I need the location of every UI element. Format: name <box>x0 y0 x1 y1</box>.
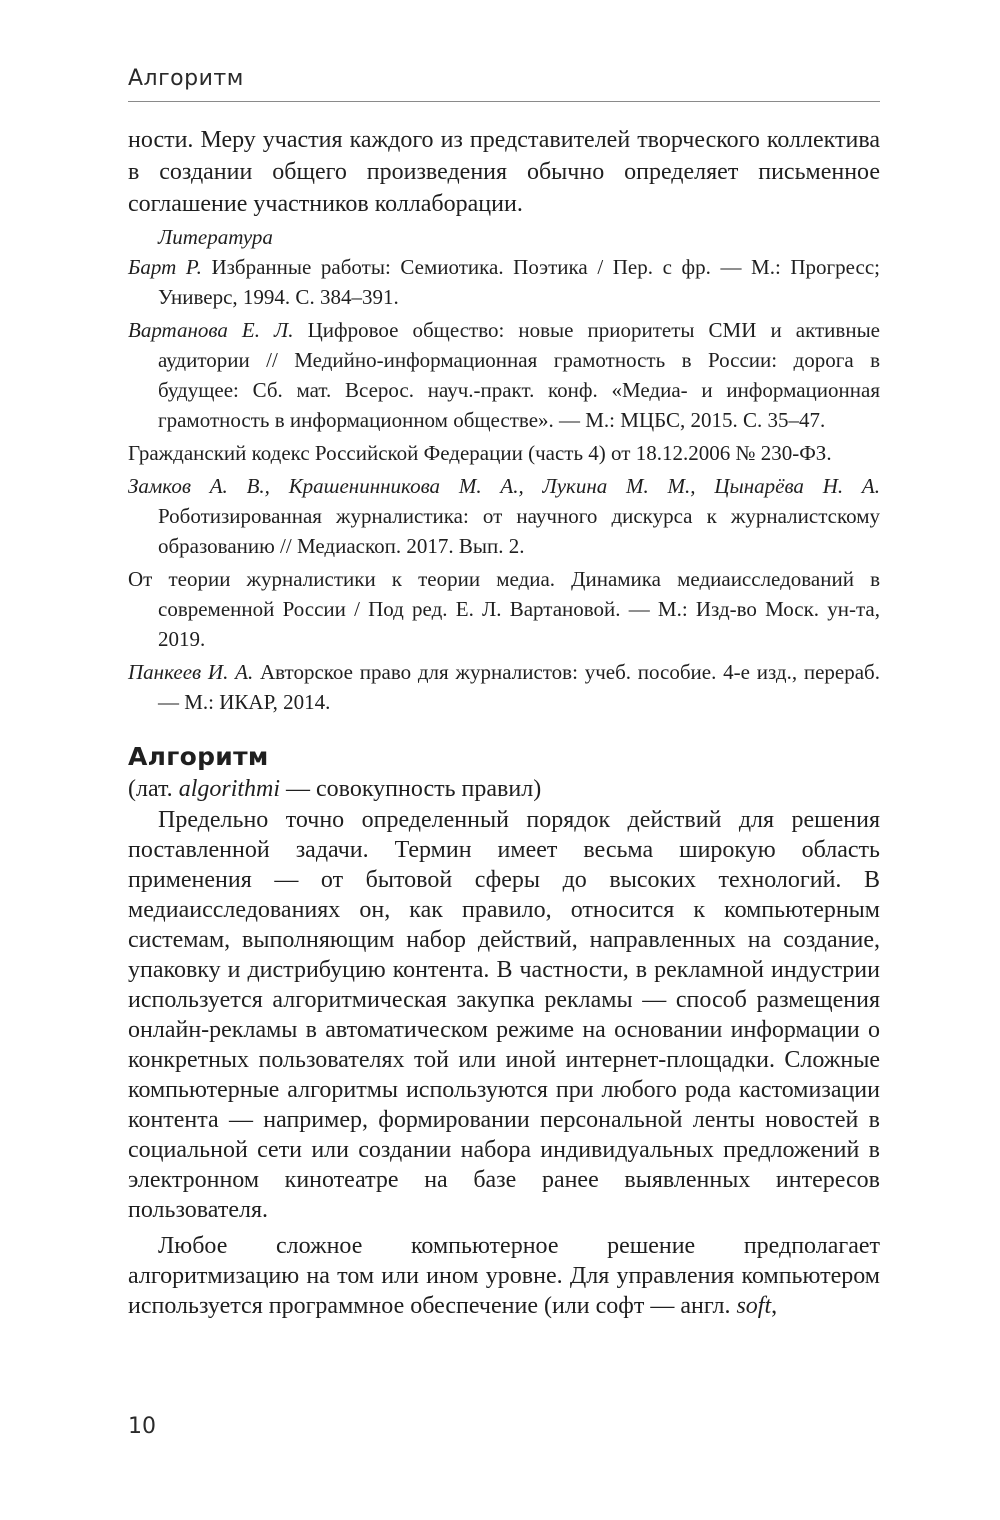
page-number: 10 <box>128 1414 156 1439</box>
bibliography-entry <box>128 657 880 717</box>
bibliography-entry <box>128 438 880 468</box>
bibliography-text: Цифровое общество: новые приоритеты СМИ и активные аудитории // Медийно-информационная грамотность в России: дорога в будущее: Сб. мат. Всерос. науч.-практ. конф. «Медиа- и информационная грамотность в информационном обществе». — М.: МЦБС, 2015. С. 35–47. <box>158 318 880 432</box>
body-paragraph-2-text: Любое сложное компьютерное решение предполагает алгоритмизацию на том или ином уровне. Для управления компьютером используется программное обеспечение (или софт — англ. <box>128 1233 880 1319</box>
bibliography-text: Гражданский кодекс Российской Федерации (часть 4) от 18.12.2006 № 230-ФЗ. <box>128 441 832 465</box>
bibliography-text: Авторское право для журналистов: учеб. пособие. 4-е изд., перераб. — М.: ИКАР, 2014. <box>158 660 880 714</box>
bibliography-author: Замков А. В., Крашенинникова М. А., Лукина М. М., Цынарёва Н. А. <box>128 474 880 498</box>
bibliography-entry <box>128 564 880 654</box>
literature-heading: Литература <box>158 225 273 249</box>
bibliography-entry <box>128 315 880 435</box>
foreign-term: soft <box>736 1293 772 1319</box>
bibliography-text: Роботизированная журналистика: от научного дискурса к журналистскому образованию // Медиаскоп. 2017. Вып. 2. <box>158 504 880 558</box>
entry-title: Алгоритм <box>128 742 269 771</box>
page-content <box>128 124 880 1321</box>
etymology-term: algorithmi <box>178 776 281 802</box>
body-paragraph-2 <box>128 1231 880 1321</box>
body-paragraph-1: Предельно точно определенный порядок действий для решения поставленной задачи. Термин имеет весьма широкую область применения — от бытовой сферы до высоких технологий. В медиаисследованиях он, как правило, относится к компьютерным системам, выполняющим набор действий, направленных на создание, упаковку и дистрибуцию контента. В частности, в рекламной индустрии используется алгоритмическая закупка рекламы — способ размещения онлайн-рекламы в автоматическом режиме на основании информации о конкретных пользователях той или иной интернет-площадки. Сложные компьютерные алгоритмы используются при любого рода кастомизации контента — например, формировании персональной ленты новостей в социальной сети или создании набора индивидуальных предложений в электронном кинотеатре на базе ранее выявленных интересов пользователя. <box>128 807 880 1223</box>
bibliography-text: Избранные работы: Семиотика. Поэтика / Пер. с фр. — М.: Прогресс; Универс, 1994. С. 384–391. <box>158 255 880 309</box>
bibliography-entry <box>128 252 880 312</box>
header-rule <box>128 101 880 102</box>
continued-paragraph: ности. Меру участия каждого из представителей творческого коллектива в создании общего произведения обычно определяет письменное соглашение участников коллаборации. <box>128 127 880 217</box>
etymology-suffix: — совокупность правил) <box>280 776 542 802</box>
bibliography-author: Барт Р. <box>128 255 202 279</box>
bibliography-author: Вартанова Е. Л. <box>128 318 294 342</box>
bibliography-text: От теории журналистики к теории медиа. Динамика медиаисследований в современной России / Под ред. Е. Л. Вартановой. — М.: Изд-во Моск. ун-та, 2019. <box>128 567 880 651</box>
bibliography-author: Панкеев И. А. <box>128 660 254 684</box>
bibliography-list <box>128 252 880 717</box>
etymology-line <box>128 773 880 805</box>
running-head: Алгоритм <box>128 66 244 91</box>
etymology-prefix: (лат. <box>128 776 179 802</box>
body-paragraph-2-end: , <box>771 1293 778 1319</box>
bibliography-entry <box>128 471 880 561</box>
